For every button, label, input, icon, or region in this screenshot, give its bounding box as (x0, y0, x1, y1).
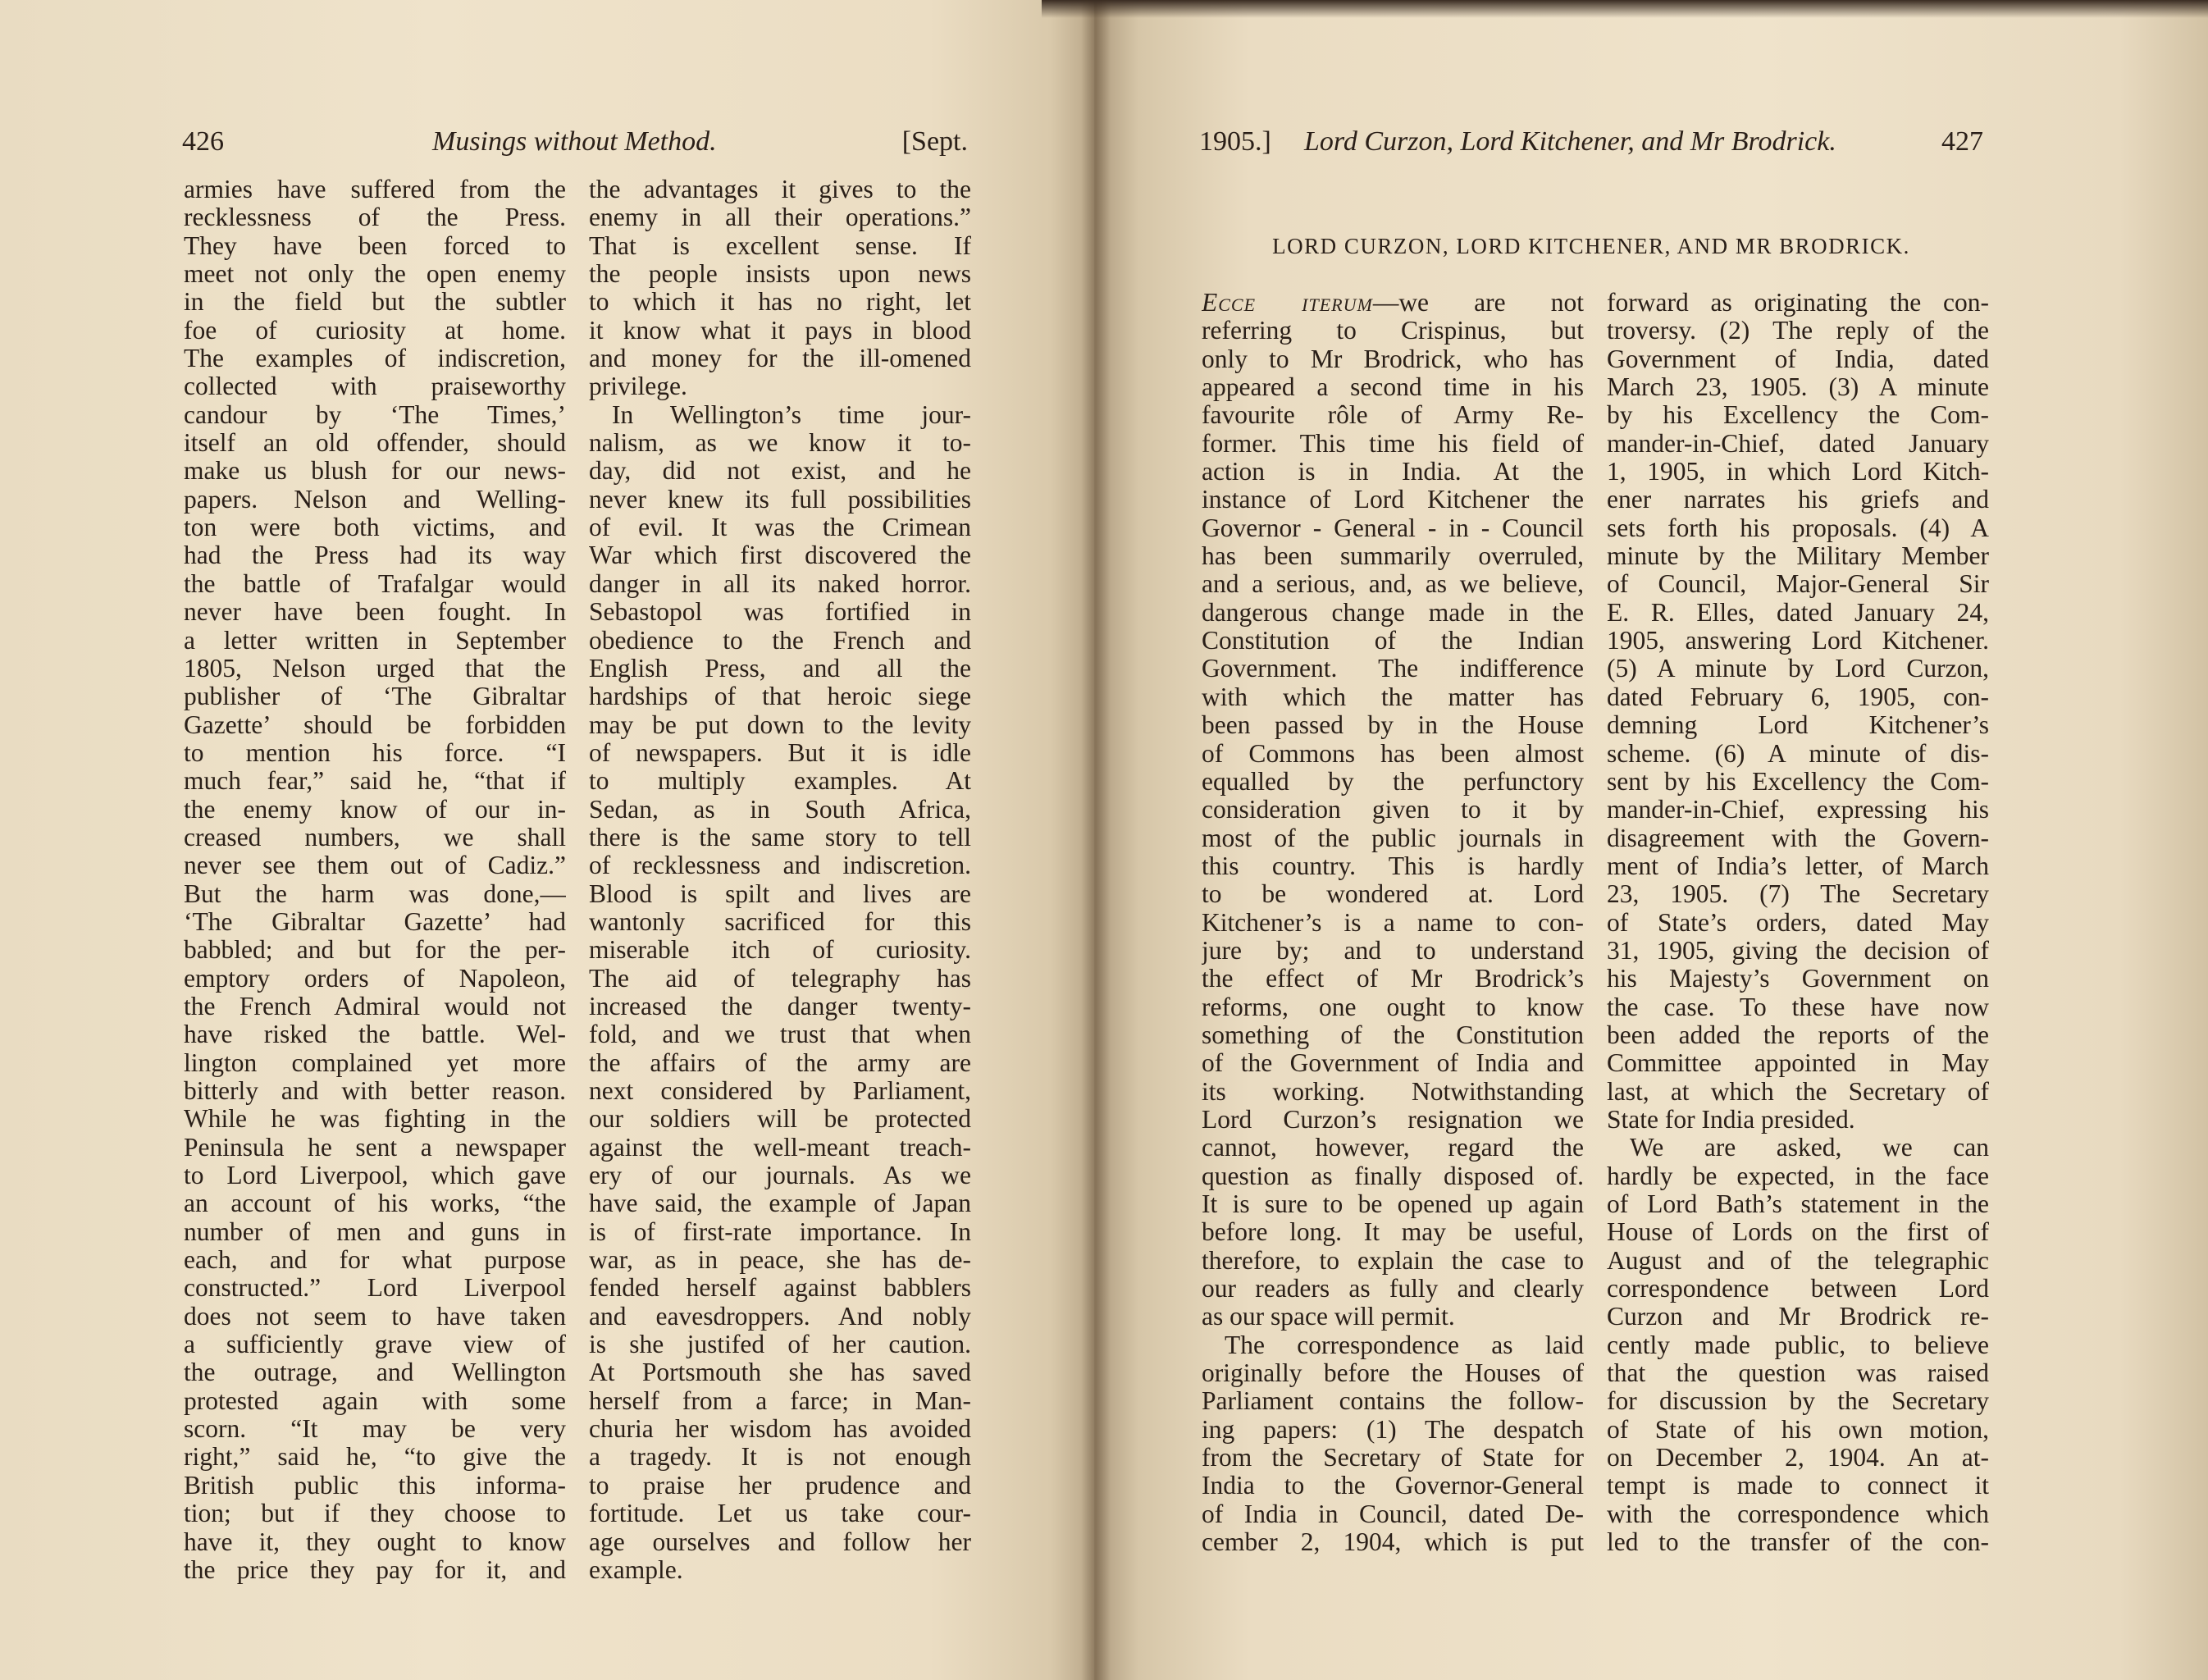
text-line: make us blush for our news- (184, 457, 566, 486)
right-section-marker: 1905.] (1199, 126, 1271, 157)
text-line: demning Lord Kitchener’s (1607, 711, 1989, 740)
text-line: The examples of indiscretion, (184, 345, 566, 373)
text-line: danger in all its naked horror. (589, 569, 971, 598)
text-line: fold, and we trust that when (589, 1020, 971, 1049)
text-line: in the field but the subtler (184, 288, 566, 317)
text-line: 1905, answering Lord Kitchener. (1607, 627, 1989, 655)
text-line: question as finally disposed of. (1202, 1162, 1584, 1190)
text-line: have risked the battle. Wel- (184, 1020, 566, 1049)
text-line: each, and for what purpose (184, 1246, 566, 1275)
text-line: of State’s orders, dated May (1607, 908, 1989, 937)
text-line: equalled by the perfunctory (1202, 767, 1584, 796)
text-line: has been summarily overruled, (1202, 542, 1584, 571)
text-line: does not seem to have taken (184, 1302, 566, 1331)
text-line: the advantages it gives to the (589, 176, 971, 203)
text-line: sent by his Excellency the Com- (1607, 767, 1989, 796)
text-line: former. This time his field of (1202, 429, 1584, 458)
text-line: the enemy know of our in- (184, 795, 566, 824)
text-line: favourite rôle of Army Re- (1202, 401, 1584, 430)
text-line: the battle of Trafalgar would (184, 569, 566, 598)
text-line: tion; but if they choose to (184, 1500, 566, 1528)
text-line: led to the transfer of the con- (1607, 1528, 1989, 1557)
text-line: Sebastopol was fortified in (589, 598, 971, 627)
text-line: While he was fighting in the (184, 1105, 566, 1134)
text-line: disagreement with the Govern- (1607, 824, 1989, 852)
text-line: against the well-meant treach- (589, 1133, 971, 1162)
left-column-2 (589, 176, 971, 1584)
text-line: scheme. (6) A minute of dis- (1607, 739, 1989, 768)
text-line: of Council, Major-General Sir (1607, 570, 1989, 599)
text-line: dated February 6, 1905, con- (1607, 682, 1989, 711)
text-line: there is the same story to tell (589, 823, 971, 851)
text-line: Parliament contains the follow- (1202, 1387, 1584, 1416)
text-line: obedience to the French and (589, 626, 971, 655)
text-line: an account of his works, “the (184, 1189, 566, 1218)
text-line: our readers as fully and clearly (1202, 1275, 1584, 1303)
right-running-title: Lord Curzon, Lord Kitchener, and Mr Brodrick. (1304, 126, 1836, 157)
text-line: British public this informa- (184, 1471, 566, 1500)
text-line: a letter written in September (184, 626, 566, 655)
text-line: example. (589, 1555, 683, 1584)
text-line: 31, 1905, giving the decision of (1607, 936, 1989, 965)
text-line: forward as originating the con- (1607, 289, 1989, 317)
text-line: State for India presided. (1607, 1105, 1855, 1134)
text-line: Government of India, dated (1607, 345, 1989, 373)
text-line: for discussion by the Secretary (1607, 1387, 1989, 1416)
text-line: ton were both victims, and (184, 514, 566, 542)
book-gutter (1081, 0, 1111, 1680)
text-line: something of the Constitution (1202, 1020, 1584, 1049)
text-line: to be wondered at. Lord (1202, 880, 1584, 909)
opening-line-rest: —we are not (1372, 289, 1584, 317)
text-line: a tragedy. It is not enough (589, 1443, 971, 1472)
text-line: our soldiers will be protected (589, 1105, 971, 1134)
text-line: have it, they ought to know (184, 1527, 566, 1556)
right-column-1 (1202, 289, 1584, 1556)
text-line: its working. Notwithstanding (1202, 1077, 1584, 1106)
text-line: that the question was raised (1607, 1359, 1989, 1388)
text-line: the French Admiral would not (184, 992, 566, 1020)
left-page (0, 0, 1094, 1680)
text-line: Curzon and Mr Brodrick re- (1607, 1303, 1989, 1331)
text-line: his Majesty’s Government on (1607, 965, 1989, 993)
text-line: referring to Crispinus, but (1202, 317, 1584, 345)
text-line: minute by the Military Member (1607, 542, 1989, 571)
text-line: ener narrates his griefs and (1607, 486, 1989, 514)
text-line: lington complained yet more (184, 1048, 566, 1077)
text-line: of newspapers. But it is idle (589, 738, 971, 767)
text-line: Gazette’ should be forbidden (184, 710, 566, 739)
text-line: number of men and guns in (184, 1217, 566, 1246)
text-line: Governor - General - in - Council (1202, 514, 1584, 542)
text-line: of Commons has been almost (1202, 739, 1584, 768)
text-line: much fear,” said he, “that if (184, 767, 566, 796)
text-line: with which the matter has (1202, 682, 1584, 711)
text-line: The correspondence as laid (1225, 1331, 1584, 1359)
text-line: At Portsmouth she has saved (589, 1358, 971, 1387)
text-line: to Lord Liverpool, which gave (184, 1162, 566, 1190)
text-line: ing papers: (1) The despatch (1202, 1415, 1584, 1444)
text-line: on December 2, 1904. An at- (1607, 1444, 1989, 1472)
text-line: scorn. “It may be very (184, 1415, 566, 1444)
text-line: That is excellent sense. If (589, 231, 971, 260)
text-line: never have been fought. In (184, 598, 566, 627)
text-line: is she justifed of her caution. (589, 1331, 971, 1359)
text-line: constructed.” Lord Liverpool (184, 1274, 566, 1303)
text-line: itself an old offender, should (184, 429, 566, 458)
text-line: cently made public, to believe (1607, 1331, 1989, 1359)
text-line: War which first discovered the (589, 541, 971, 570)
text-line: never knew its full possibilities (589, 485, 971, 514)
text-line: bitterly and with better reason. (184, 1077, 566, 1105)
text-line: E. R. Elles, dated January 24, (1607, 598, 1989, 627)
text-line: the case. To these have now (1607, 993, 1989, 1021)
text-line: only to Mr Brodrick, who has (1202, 345, 1584, 373)
text-line: ‘The Gibraltar Gazette’ had (184, 907, 566, 936)
text-line: increased the danger twenty- (589, 992, 971, 1020)
text-line: March 23, 1905. (3) A minute (1607, 373, 1989, 402)
text-line: meet not only the open enemy (184, 260, 566, 289)
text-line: Committee appointed in May (1607, 1049, 1989, 1078)
text-line: next considered by Parliament, (589, 1077, 971, 1105)
text-line: privilege. (589, 372, 687, 401)
left-column-1 (184, 176, 566, 1584)
text-line: to praise her prudence and (589, 1471, 971, 1500)
text-line: Kitchener’s is a name to con- (1202, 908, 1584, 937)
opening-words: Ecce iterum (1202, 289, 1373, 317)
text-line: the outrage, and Wellington (184, 1358, 566, 1387)
right-page-number: 427 (1941, 126, 1983, 157)
text-line: House of Lords on the first of (1607, 1218, 1989, 1247)
text-line: of recklessness and indiscretion. (589, 851, 971, 880)
text-line: They have been forced to (184, 231, 566, 260)
text-line: been added the reports of the (1607, 1020, 1989, 1049)
text-line: Blood is spilt and lives are (589, 879, 971, 908)
text-line: dangerous change made in the (1202, 598, 1584, 627)
text-line: But the harm was done,— (184, 879, 566, 908)
text-line: to which it has no right, let (589, 288, 971, 317)
text-line: creased numbers, we shall (184, 823, 566, 851)
left-running-title: Musings without Method. (432, 126, 717, 157)
text-line: of Lord Bath’s statement in the (1607, 1190, 1989, 1218)
text-line: to multiply examples. At (589, 767, 971, 796)
text-line: it know what it pays in blood (589, 316, 971, 345)
text-line: cannot, however, regard the (1202, 1134, 1584, 1162)
text-line: The aid of telegraphy has (589, 964, 971, 993)
text-line: of State of his own motion, (1607, 1415, 1989, 1444)
text-line: and a serious, and, as we believe, (1202, 570, 1584, 599)
text-line: may be put down to the levity (589, 710, 971, 739)
right-page-header (1199, 121, 1983, 162)
text-line: foe of curiosity at home. (184, 316, 566, 345)
text-line: had the Press had its way (184, 541, 566, 570)
text-line: of the Government of India and (1202, 1049, 1584, 1078)
text-line: right,” said he, “to give the (184, 1443, 566, 1472)
text-line: August and of the telegraphic (1607, 1246, 1989, 1275)
text-line: to mention his force. “I (184, 738, 566, 767)
text-line: Constitution of the Indian (1202, 627, 1584, 655)
text-line: this country. This is hardly (1202, 851, 1584, 880)
text-line: by his Excellency the Com- (1607, 401, 1989, 430)
text-line: the effect of Mr Brodrick’s (1202, 965, 1584, 993)
text-line: reforms, one ought to know (1202, 993, 1584, 1021)
text-line: tempt is made to connect it (1607, 1472, 1989, 1500)
text-line: fortitude. Let us take cour- (589, 1500, 971, 1528)
text-line: We are asked, we can (1630, 1134, 1989, 1162)
text-line: cember 2, 1904, which is put (1202, 1528, 1584, 1557)
text-line: before long. It may be useful, (1202, 1218, 1584, 1247)
text-line: India to the Governor-General (1202, 1472, 1584, 1500)
text-line: with the correspondence which (1607, 1500, 1989, 1528)
text-line: mander-in-Chief, dated January (1607, 429, 1989, 458)
text-line: publisher of ‘The Gibraltar (184, 682, 566, 711)
text-line: collected with praiseworthy (184, 372, 566, 401)
text-line: (5) A minute by Lord Curzon, (1607, 655, 1989, 683)
text-line: In Wellington’s time jour- (612, 400, 971, 429)
text-line: been passed by in the House (1202, 711, 1584, 740)
text-line: emptory orders of Napoleon, (184, 964, 566, 993)
text-line: as our space will permit. (1202, 1303, 1455, 1331)
text-line: and eavesdroppers. And nobly (589, 1302, 971, 1331)
text-line: hardships of that heroic siege (589, 682, 971, 711)
text-line: appeared a second time in his (1202, 373, 1584, 402)
text-line: wantonly sacrificed for this (589, 907, 971, 936)
text-line: last, at which the Secretary of (1607, 1077, 1989, 1106)
text-line: originally before the Houses of (1202, 1359, 1584, 1388)
text-line: of India in Council, dated De- (1202, 1500, 1584, 1528)
left-page-header (182, 121, 968, 162)
text-line: ery of our journals. As we (589, 1162, 971, 1190)
text-line: sets forth his proposals. (4) A (1607, 514, 1989, 542)
text-line: candour by ‘The Times,’ (184, 400, 566, 429)
text-line: the affairs of the army are (589, 1048, 971, 1077)
text-line: It is sure to be opened up again (1202, 1190, 1584, 1218)
text-line: herself from a farce; in Man- (589, 1386, 971, 1415)
article-title: LORD CURZON, LORD KITCHENER, AND MR BRODRICK. (1272, 234, 1910, 258)
text-line: enemy in all their operations.” (589, 203, 971, 232)
text-line: most of the public journals in (1202, 824, 1584, 852)
text-line: correspondence between Lord (1607, 1275, 1989, 1303)
text-line: hardly be expected, in the face (1607, 1162, 1989, 1190)
text-line: have said, the example of Japan (589, 1189, 971, 1218)
text-line: 1805, Nelson urged that the (184, 654, 566, 682)
text-line: day, did not exist, and he (589, 457, 971, 486)
text-line: troversy. (2) The reply of the (1607, 317, 1989, 345)
left-page-number: 426 (182, 126, 224, 157)
text-line: fended herself against babblers (589, 1274, 971, 1303)
text-line: is of first-rate importance. In (589, 1217, 971, 1246)
text-line: the price they pay for it, and (184, 1555, 566, 1584)
text-line: a sufficiently grave view of (184, 1331, 566, 1359)
text-line: action is in India. At the (1202, 458, 1584, 486)
text-line: Government. The indifference (1202, 655, 1584, 683)
text-line: Peninsula he sent a newspaper (184, 1133, 566, 1162)
text-line: protested again with some (184, 1386, 566, 1415)
text-line: war, as in peace, she has de- (589, 1246, 971, 1275)
text-line: consideration given to it by (1202, 796, 1584, 824)
text-line (1202, 289, 1584, 317)
text-line: 1, 1905, in which Lord Kitch- (1607, 458, 1989, 486)
text-line: churia her wisdom has avoided (589, 1415, 971, 1444)
text-line: mander-in-Chief, expressing his (1607, 796, 1989, 824)
text-line: and money for the ill-omened (589, 345, 971, 373)
text-line: from the Secretary of State for (1202, 1444, 1584, 1472)
page-top-shadow (1042, 0, 2208, 18)
text-line: babbled; and but for the per- (184, 936, 566, 965)
text-line: 23, 1905. (7) The Secretary (1607, 880, 1989, 909)
text-line: instance of Lord Kitchener the (1202, 486, 1584, 514)
text-line: English Press, and all the (589, 654, 971, 682)
text-line: of evil. It was the Crimean (589, 514, 971, 542)
text-line: recklessness of the Press. (184, 203, 566, 232)
text-line: ment of India’s letter, of March (1607, 851, 1989, 880)
text-line: therefore, to explain the case to (1202, 1246, 1584, 1275)
left-section-marker: [Sept. (901, 126, 968, 157)
text-line: never see them out of Cadiz.” (184, 851, 566, 880)
right-column-2 (1607, 289, 1989, 1556)
text-line: Sedan, as in South Africa, (589, 795, 971, 824)
text-line: jure by; and to understand (1202, 936, 1584, 965)
text-line: age ourselves and follow her (589, 1527, 971, 1556)
text-line: nalism, as we know it to- (589, 429, 971, 458)
text-line: papers. Nelson and Welling- (184, 485, 566, 514)
text-line: miserable itch of curiosity. (589, 936, 971, 965)
text-line: the people insists upon news (589, 260, 971, 289)
text-line: Lord Curzon’s resignation we (1202, 1105, 1584, 1134)
text-line: armies have suffered from the (184, 176, 566, 203)
